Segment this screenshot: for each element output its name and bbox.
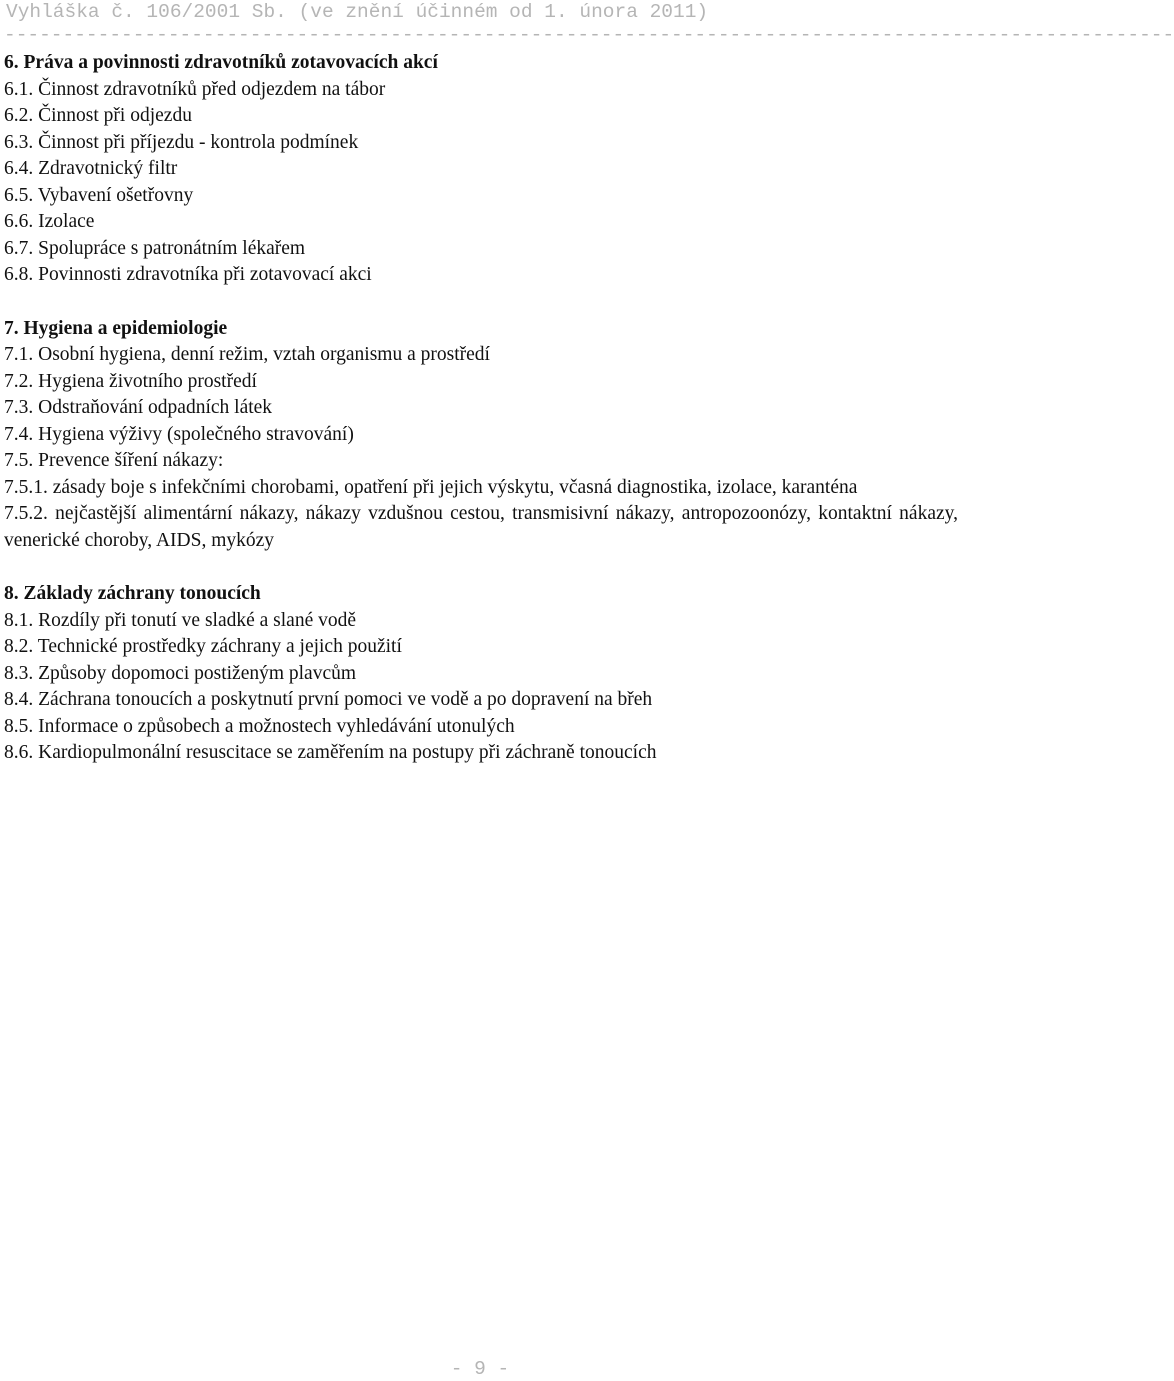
list-item: 8.5. Informace o způsobech a možnostech vyhledávání utonulých <box>4 715 515 737</box>
page-number: - 9 - <box>450 1358 510 1380</box>
list-item: 8.6. Kardiopulmonální resuscitace se zaměřením na postupy při záchraně tonoucích <box>4 742 657 763</box>
section-title: 6. Práva a povinnosti zdravotníků zotavovacích akcí <box>4 52 438 73</box>
document-body <box>4 50 958 794</box>
section-title: 8. Základy záchrany tonoucích <box>4 583 261 604</box>
header-separator-rule: ---------------------------------------------------------------------------------------------------- <box>4 24 1174 46</box>
list-item: 7.5.2. nejčastější alimentární nákazy, nákazy vzdušnou cestou, transmisivní nákazy, antropozoonózy, kontaktní nákazy, venerické choroby, AIDS, mykózy <box>4 503 958 551</box>
list-item: 6.3. Činnost při příjezdu - kontrola podmínek <box>4 131 359 153</box>
list-item: 6.6. Izolace <box>4 211 95 232</box>
list-item: 8.2. Technické prostředky záchrany a jejich použití <box>4 636 402 657</box>
section-8 <box>4 581 958 767</box>
list-item: 6.5. Vybavení ošetřovny <box>4 184 194 206</box>
section-6 <box>4 50 958 289</box>
list-item: 7.4. Hygiena výživy (společného stravování) <box>4 423 354 445</box>
list-item: 7.5.1. zásady boje s infekčními chorobami, opatření při jejich výskytu, včasná diagnostika, izolace, karanténa <box>4 476 858 498</box>
section-title: 7. Hygiena a epidemiologie <box>4 317 228 339</box>
list-item: 6.8. Povinnosti zdravotníka při zotavovací akci <box>4 264 372 285</box>
list-item: 7.1. Osobní hygiena, denní režim, vztah organismu a prostředí <box>4 344 490 365</box>
list-item: 8.3. Způsoby dopomoci postiženým plavcům <box>4 662 357 684</box>
section-7 <box>4 316 958 555</box>
list-item: 8.4. Záchrana tonoucích a poskytnutí první pomoci ve vodě a po dopravení na břeh <box>4 689 653 710</box>
list-item: 7.3. Odstraňování odpadních látek <box>4 397 273 418</box>
document-header-title: Vyhláška č. 106/2001 Sb. (ve znění účinném od 1. února 2011) <box>6 1 709 23</box>
list-item: 6.2. Činnost při odjezdu <box>4 105 192 126</box>
list-item: 6.1. Činnost zdravotníků před odjezdem na tábor <box>4 78 386 100</box>
list-item: 8.1. Rozdíly při tonutí ve sladké a slané vodě <box>4 609 357 631</box>
list-item: 7.2. Hygiena životního prostředí <box>4 370 257 392</box>
list-item: 6.7. Spolupráce s patronátním lékařem <box>4 237 306 259</box>
list-item: 6.4. Zdravotnický filtr <box>4 158 178 179</box>
list-item: 7.5. Prevence šíření nákazy: <box>4 450 224 471</box>
